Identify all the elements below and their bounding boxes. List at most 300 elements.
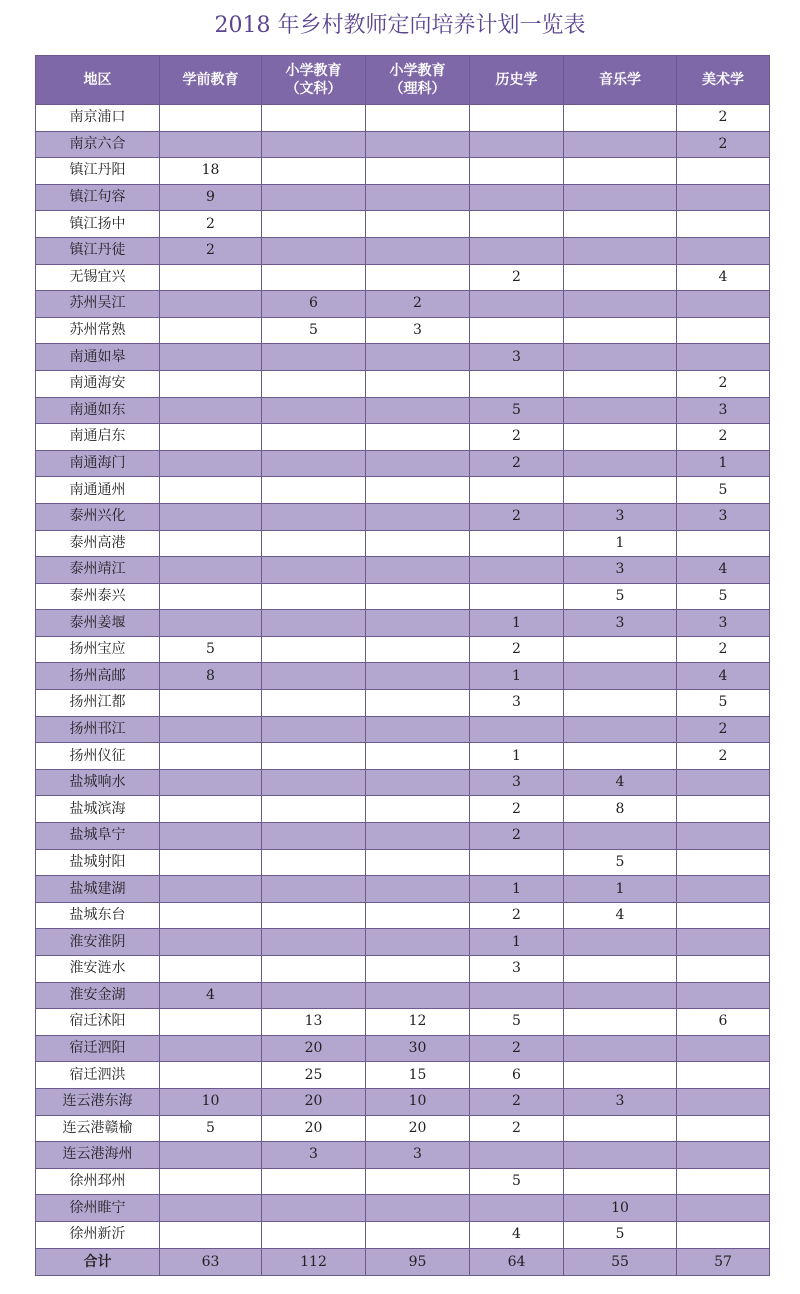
value-cell (470, 291, 564, 318)
value-cell (262, 956, 366, 983)
value-cell (366, 424, 470, 451)
table-row (36, 211, 770, 238)
region-cell: 扬州邗江 (36, 716, 160, 743)
region-cell: 苏州吴江 (36, 291, 160, 318)
table-row (36, 929, 770, 956)
column-header: 小学教育 （文科） (262, 56, 366, 105)
value-cell (366, 636, 470, 663)
value-cell (160, 583, 262, 610)
value-cell (564, 344, 677, 371)
value-cell (677, 796, 770, 823)
region-cell: 宿迁泗阳 (36, 1035, 160, 1062)
value-cell (366, 344, 470, 371)
value-cell (677, 956, 770, 983)
value-cell (564, 291, 677, 318)
value-cell (677, 317, 770, 344)
value-cell: 6 (262, 291, 366, 318)
value-cell (677, 530, 770, 557)
table-row (36, 1221, 770, 1248)
region-cell: 徐州新沂 (36, 1221, 160, 1248)
region-cell: 镇江丹徒 (36, 237, 160, 264)
table-row (36, 610, 770, 637)
value-cell (366, 849, 470, 876)
value-cell (262, 344, 366, 371)
region-cell: 扬州江都 (36, 690, 160, 717)
value-cell (160, 370, 262, 397)
header-row (36, 56, 770, 105)
value-cell: 3 (470, 956, 564, 983)
value-cell: 1 (470, 929, 564, 956)
value-cell (564, 211, 677, 238)
region-cell: 盐城滨海 (36, 796, 160, 823)
totals-row (36, 1248, 770, 1275)
table-row (36, 902, 770, 929)
value-cell: 8 (564, 796, 677, 823)
table-row (36, 769, 770, 796)
value-cell: 3 (262, 1142, 366, 1169)
table-row (36, 1009, 770, 1036)
value-cell (160, 1195, 262, 1222)
table-row (36, 503, 770, 530)
value-cell: 2 (470, 450, 564, 477)
value-cell: 13 (262, 1009, 366, 1036)
value-cell (262, 663, 366, 690)
value-cell: 3 (677, 503, 770, 530)
value-cell: 3 (564, 557, 677, 584)
value-cell (470, 370, 564, 397)
value-cell (677, 1221, 770, 1248)
table-row (36, 317, 770, 344)
value-cell (677, 1088, 770, 1115)
value-cell: 3 (677, 397, 770, 424)
total-label: 合计 (36, 1248, 160, 1275)
value-cell (366, 477, 470, 504)
value-cell: 3 (677, 610, 770, 637)
value-cell: 4 (470, 1221, 564, 1248)
value-cell (262, 158, 366, 185)
value-cell (366, 876, 470, 903)
value-cell (677, 184, 770, 211)
value-cell (366, 823, 470, 850)
value-cell: 5 (160, 1115, 262, 1142)
region-cell: 连云港东海 (36, 1088, 160, 1115)
value-cell (262, 610, 366, 637)
value-cell (160, 1035, 262, 1062)
table-row (36, 530, 770, 557)
table-row (36, 397, 770, 424)
value-cell (564, 131, 677, 158)
region-cell: 盐城阜宁 (36, 823, 160, 850)
value-cell: 3 (470, 344, 564, 371)
value-cell (366, 769, 470, 796)
value-cell: 3 (564, 1088, 677, 1115)
value-cell (677, 902, 770, 929)
value-cell (366, 264, 470, 291)
table-row (36, 1088, 770, 1115)
value-cell: 5 (262, 317, 366, 344)
table-row (36, 184, 770, 211)
value-cell (564, 982, 677, 1009)
value-cell (677, 344, 770, 371)
table-row (36, 1168, 770, 1195)
region-cell: 扬州高邮 (36, 663, 160, 690)
region-cell: 扬州宝应 (36, 636, 160, 663)
value-cell: 2 (470, 1035, 564, 1062)
total-cell: 112 (262, 1248, 366, 1275)
value-cell (564, 370, 677, 397)
value-cell: 18 (160, 158, 262, 185)
value-cell: 25 (262, 1062, 366, 1089)
value-cell: 5 (470, 1009, 564, 1036)
value-cell: 4 (564, 769, 677, 796)
value-cell (160, 477, 262, 504)
table-row (36, 1142, 770, 1169)
value-cell (677, 1195, 770, 1222)
value-cell: 8 (160, 663, 262, 690)
value-cell (677, 1168, 770, 1195)
value-cell (470, 158, 564, 185)
value-cell: 15 (366, 1062, 470, 1089)
value-cell (366, 237, 470, 264)
value-cell (564, 663, 677, 690)
value-cell: 2 (470, 902, 564, 929)
total-cell: 63 (160, 1248, 262, 1275)
value-cell (366, 716, 470, 743)
table-header (36, 56, 770, 105)
value-cell: 5 (677, 690, 770, 717)
value-cell (564, 158, 677, 185)
value-cell (262, 929, 366, 956)
value-cell (470, 557, 564, 584)
value-cell (160, 264, 262, 291)
value-cell (564, 450, 677, 477)
region-cell: 连云港海州 (36, 1142, 160, 1169)
table-row (36, 956, 770, 983)
value-cell: 1 (470, 876, 564, 903)
value-cell (262, 902, 366, 929)
value-cell (262, 769, 366, 796)
value-cell: 9 (160, 184, 262, 211)
table-row (36, 370, 770, 397)
table-row (36, 1195, 770, 1222)
region-cell: 淮安金湖 (36, 982, 160, 1009)
value-cell: 2 (470, 1115, 564, 1142)
value-cell (470, 184, 564, 211)
value-cell (262, 849, 366, 876)
value-cell (366, 929, 470, 956)
value-cell (160, 503, 262, 530)
value-cell (366, 450, 470, 477)
value-cell (160, 610, 262, 637)
value-cell (160, 1009, 262, 1036)
value-cell (470, 105, 564, 132)
value-cell (262, 1168, 366, 1195)
value-cell (564, 1009, 677, 1036)
value-cell (160, 849, 262, 876)
value-cell (366, 796, 470, 823)
value-cell (470, 982, 564, 1009)
value-cell (366, 105, 470, 132)
value-cell: 10 (564, 1195, 677, 1222)
value-cell (366, 131, 470, 158)
column-header: 美术学 (677, 56, 770, 105)
value-cell (470, 131, 564, 158)
value-cell (677, 769, 770, 796)
value-cell (160, 397, 262, 424)
value-cell (677, 929, 770, 956)
region-cell: 南京六合 (36, 131, 160, 158)
value-cell (564, 184, 677, 211)
table-row (36, 743, 770, 770)
table-row (36, 982, 770, 1009)
value-cell (262, 503, 366, 530)
value-cell: 20 (262, 1035, 366, 1062)
value-cell (262, 477, 366, 504)
value-cell: 3 (366, 317, 470, 344)
value-cell: 5 (160, 636, 262, 663)
value-cell (470, 477, 564, 504)
value-cell (262, 237, 366, 264)
value-cell (470, 211, 564, 238)
value-cell (262, 796, 366, 823)
total-cell: 64 (470, 1248, 564, 1275)
region-cell: 泰州泰兴 (36, 583, 160, 610)
page-title: 2018 年乡村教师定向培养计划一览表 (214, 13, 586, 38)
value-cell (366, 982, 470, 1009)
value-cell (366, 184, 470, 211)
table-row (36, 105, 770, 132)
value-cell: 1 (564, 876, 677, 903)
region-cell: 南通通州 (36, 477, 160, 504)
value-cell: 2 (470, 823, 564, 850)
value-cell: 5 (564, 849, 677, 876)
value-cell (366, 1195, 470, 1222)
region-cell: 连云港赣榆 (36, 1115, 160, 1142)
value-cell (366, 397, 470, 424)
value-cell: 1 (470, 743, 564, 770)
value-cell (470, 583, 564, 610)
value-cell (564, 397, 677, 424)
total-cell: 95 (366, 1248, 470, 1275)
region-cell: 宿迁沭阳 (36, 1009, 160, 1036)
region-cell: 徐州睢宁 (36, 1195, 160, 1222)
value-cell: 5 (677, 477, 770, 504)
value-cell (470, 237, 564, 264)
table-row (36, 477, 770, 504)
value-cell: 30 (366, 1035, 470, 1062)
region-cell: 盐城射阳 (36, 849, 160, 876)
region-cell: 南通如皋 (36, 344, 160, 371)
region-cell: 镇江句容 (36, 184, 160, 211)
value-cell: 4 (160, 982, 262, 1009)
value-cell (262, 264, 366, 291)
value-cell: 5 (470, 1168, 564, 1195)
table-row (36, 1115, 770, 1142)
value-cell (262, 982, 366, 1009)
value-cell (470, 716, 564, 743)
region-cell: 淮安淮阴 (36, 929, 160, 956)
value-cell (262, 743, 366, 770)
value-cell (262, 211, 366, 238)
region-cell: 南通海安 (36, 370, 160, 397)
value-cell (564, 1168, 677, 1195)
value-cell (470, 1142, 564, 1169)
value-cell (262, 1221, 366, 1248)
table-row (36, 823, 770, 850)
region-cell: 扬州仪征 (36, 743, 160, 770)
value-cell (160, 929, 262, 956)
value-cell (262, 557, 366, 584)
value-cell (160, 1168, 262, 1195)
value-cell: 3 (470, 690, 564, 717)
value-cell: 2 (470, 636, 564, 663)
table-row (36, 849, 770, 876)
value-cell (160, 796, 262, 823)
value-cell: 3 (564, 503, 677, 530)
value-cell (366, 1221, 470, 1248)
value-cell (564, 716, 677, 743)
value-cell: 4 (677, 557, 770, 584)
value-cell: 20 (262, 1115, 366, 1142)
region-cell: 徐州邳州 (36, 1168, 160, 1195)
value-cell (677, 158, 770, 185)
value-cell (564, 1035, 677, 1062)
value-cell (366, 956, 470, 983)
region-cell: 盐城响水 (36, 769, 160, 796)
value-cell: 2 (677, 424, 770, 451)
value-cell: 2 (160, 211, 262, 238)
region-cell: 泰州靖江 (36, 557, 160, 584)
value-cell (677, 1115, 770, 1142)
table-row (36, 450, 770, 477)
value-cell: 5 (470, 397, 564, 424)
value-cell (564, 1115, 677, 1142)
value-cell (262, 1195, 366, 1222)
region-cell: 淮安涟水 (36, 956, 160, 983)
value-cell: 1 (470, 663, 564, 690)
value-cell: 1 (470, 610, 564, 637)
value-cell (564, 237, 677, 264)
table-row (36, 690, 770, 717)
value-cell: 2 (160, 237, 262, 264)
value-cell: 6 (677, 1009, 770, 1036)
value-cell: 2 (677, 716, 770, 743)
value-cell (564, 317, 677, 344)
region-cell: 无锡宜兴 (36, 264, 160, 291)
value-cell (564, 424, 677, 451)
value-cell (564, 690, 677, 717)
table-row (36, 796, 770, 823)
region-cell: 泰州姜堰 (36, 610, 160, 637)
region-cell: 苏州常熟 (36, 317, 160, 344)
value-cell (262, 530, 366, 557)
table-row (36, 1062, 770, 1089)
value-cell (160, 131, 262, 158)
value-cell (366, 902, 470, 929)
value-cell (160, 291, 262, 318)
value-cell (160, 769, 262, 796)
region-cell: 泰州高港 (36, 530, 160, 557)
value-cell (366, 370, 470, 397)
table-row (36, 663, 770, 690)
value-cell (677, 1062, 770, 1089)
region-cell: 盐城东台 (36, 902, 160, 929)
value-cell (677, 876, 770, 903)
region-cell: 南通海门 (36, 450, 160, 477)
total-cell: 55 (564, 1248, 677, 1275)
value-cell: 4 (677, 663, 770, 690)
value-cell (564, 929, 677, 956)
value-cell (262, 370, 366, 397)
value-cell (262, 184, 366, 211)
value-cell (160, 743, 262, 770)
region-cell: 南京浦口 (36, 105, 160, 132)
value-cell: 1 (677, 450, 770, 477)
table-row (36, 158, 770, 185)
region-cell: 南通启东 (36, 424, 160, 451)
value-cell (262, 105, 366, 132)
value-cell (366, 690, 470, 717)
table-row (36, 344, 770, 371)
value-cell (160, 1142, 262, 1169)
value-cell (160, 530, 262, 557)
table-row (36, 716, 770, 743)
value-cell (677, 291, 770, 318)
value-cell: 20 (366, 1115, 470, 1142)
value-cell (564, 956, 677, 983)
plan-table (35, 55, 770, 1276)
value-cell (470, 1195, 564, 1222)
table-row (36, 1035, 770, 1062)
value-cell: 5 (564, 583, 677, 610)
table-footer (36, 1248, 770, 1275)
value-cell (366, 743, 470, 770)
value-cell (677, 982, 770, 1009)
region-cell: 镇江扬中 (36, 211, 160, 238)
value-cell: 2 (470, 1088, 564, 1115)
value-cell (262, 450, 366, 477)
region-cell: 盐城建湖 (36, 876, 160, 903)
value-cell (564, 743, 677, 770)
region-cell: 泰州兴化 (36, 503, 160, 530)
value-cell: 2 (470, 424, 564, 451)
region-cell: 镇江丹阳 (36, 158, 160, 185)
value-cell (160, 716, 262, 743)
value-cell (160, 557, 262, 584)
value-cell (262, 823, 366, 850)
column-header: 地区 (36, 56, 160, 105)
table-body (36, 105, 770, 1249)
value-cell: 1 (564, 530, 677, 557)
value-cell (160, 450, 262, 477)
value-cell: 3 (470, 769, 564, 796)
value-cell: 2 (470, 503, 564, 530)
value-cell (366, 530, 470, 557)
value-cell (564, 1062, 677, 1089)
value-cell: 4 (564, 902, 677, 929)
value-cell (366, 503, 470, 530)
value-cell (160, 956, 262, 983)
value-cell (564, 823, 677, 850)
region-cell: 南通如东 (36, 397, 160, 424)
value-cell: 4 (677, 264, 770, 291)
value-cell (262, 397, 366, 424)
value-cell: 20 (262, 1088, 366, 1115)
value-cell (160, 424, 262, 451)
value-cell (160, 1221, 262, 1248)
value-cell: 12 (366, 1009, 470, 1036)
value-cell (366, 610, 470, 637)
